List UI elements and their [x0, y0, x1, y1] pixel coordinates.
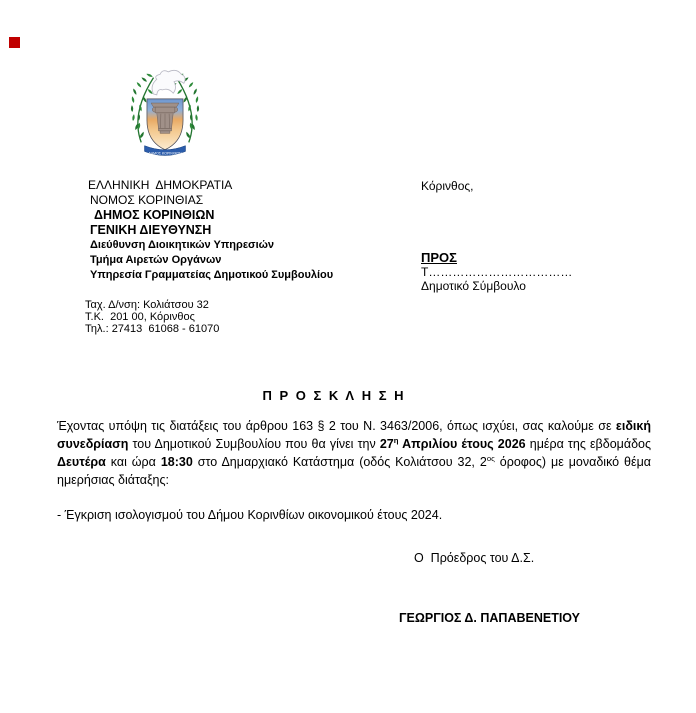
red-marker-icon: [9, 37, 20, 48]
corinth-municipality-emblem-icon: [124, 66, 206, 163]
ribbon-banner-text: ΔΗΜΟΣ ΚΟΡΙΝΘΙΩΝ: [148, 151, 182, 156]
letterhead-service: Υπηρεσία Γραμματείας Δημοτικού Συμβουλίου: [90, 269, 334, 281]
letterhead-republic: ΕΛΛΗΝΙΚΗ ΔΗΜΟΚΡΑΤΙΑ: [88, 178, 233, 192]
contact-postal-code: Τ.Κ. 201 00, Κόρινθος: [85, 311, 195, 323]
document-title: Π Ρ Ο Σ Κ Λ Η Σ Η: [262, 388, 406, 403]
signature-role: Ο Πρόεδρος του Δ.Σ.: [414, 551, 535, 565]
recipient-name-dotted-line: Τ………………………………: [421, 265, 573, 279]
letterhead-block: [88, 178, 333, 283]
contact-block: [85, 299, 219, 335]
letterhead-municipality: ΔΗΜΟΣ ΚΟΡΙΝΘΙΩΝ: [94, 208, 215, 222]
letterhead-directorate: Διεύθυνση Διοικητικών Υπηρεσιών: [90, 239, 275, 251]
signature-name: ΓΕΩΡΓΙΟΣ Δ. ΠΑΠΑΒΕΝΕΤΙΟΥ: [399, 611, 581, 625]
letterhead-directorate-general: ΓΕΝΙΚΗ ΔΙΕΥΘΥΝΣΗ: [90, 223, 212, 237]
letterhead-prefecture: ΝΟΜΟΣ ΚΟΡΙΝΘΙΑΣ: [90, 193, 204, 207]
agenda-item: - Έγκριση ισολογισμού του Δήμου Κορινθίων οικονομικού έτους 2024.: [57, 508, 443, 522]
recipient-role: Δημοτικό Σύμβουλο: [421, 279, 526, 293]
letterhead-department: Τμήμα Αιρετών Οργάνων: [90, 254, 222, 266]
contact-address: Ταχ. Δ/νση: Κολιάτσου 32: [85, 299, 209, 311]
invitation-paragraph: Έχοντας υπόψη τις διατάξεις του άρθρου 163 § 2 του Ν. 3463/2006, όπως ισχύει, σας καλούμε σε ειδική συνεδρίαση του Δημοτικού Συμβουλίου που θα γίνει την $27^\eta$ Απριλίου έτους 2026 ημέρα της εβδομάδος Δευτέρα και ώρα 18:30 στο Δημαρχιακό Κατάστημα (οδός Κολιάτσου 32, $2^{o\varsigma}$ όροφος) με μοναδικό θέμα ημερήσιας διάταξης:: [57, 419, 652, 487]
recipient-to-label: ΠΡΟΣ: [421, 250, 457, 265]
city-date-line: Κόρινθος,: [421, 179, 474, 193]
contact-phone: Τηλ.: 27413 61068 - 61070: [85, 323, 220, 335]
recipient-block: [421, 251, 572, 293]
